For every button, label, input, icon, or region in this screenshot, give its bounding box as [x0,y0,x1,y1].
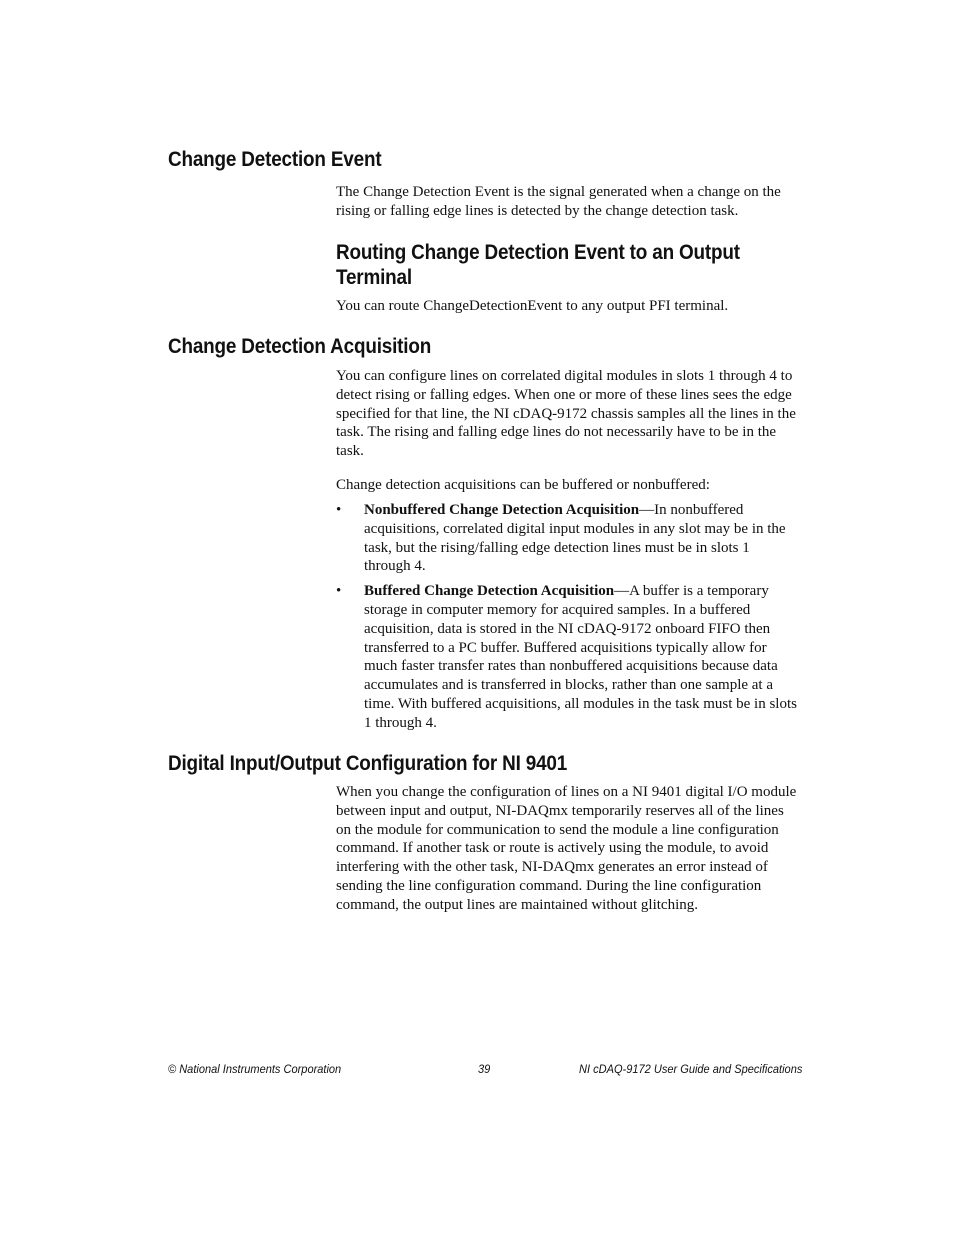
change-detection-event-paragraph: The Change Detection Event is the signal generated when a change on the rising or falling edge lines is detected by the change detection task. [336,184,781,219]
heading-routing-change-detection-event: Routing Change Detection Event to an Output Terminal [336,241,740,289]
footer-copyright: © National Instruments Corporation [168,1062,342,1076]
footer-page-number: 39 [478,1062,491,1076]
bullet-mark: • [336,502,342,518]
acquisition-type-list [336,501,800,733]
term-buffered: Buffered Change Detection Acquisition [364,583,615,600]
dio-configuration-paragraph: When you change the configuration of lines on a NI 9401 digital I/O module between input and output, NI-DAQmx temporarily reserves all of the lines on the module for communication to send the module a line configuration command. If another task or route is actively using the module, to avoid interfering with the other task, NI-DAQmx generates an error instead of sending the line configuration command. During the line configuration command, the output lines are maintained without glitching. [336,784,797,913]
heading-change-detection-event: Change Detection Event [168,148,382,171]
list-item-buffered [336,582,800,732]
list-item-nonbuffered [336,501,800,576]
buffered-nonbuffered-intro: Change detection acquisitions can be buffered or nonbuffered: [336,477,710,493]
change-detection-acquisition-paragraph: You can configure lines on correlated digital modules in slots 1 through 4 to detect rising or falling edges. When one or more of these lines sees the edge specified for that line, the NI cDAQ-9172 chassis samples all the lines in the task. The rising and falling edge lines do not necessarily have to be in the task. [336,368,796,460]
heading-change-detection-acquisition: Change Detection Acquisition [168,335,432,358]
footer-document-title: NI cDAQ-9172 User Guide and Specifications [579,1062,803,1076]
heading-dio-configuration: Digital Input/Output Configuration for NI 9401 [168,752,568,775]
routing-paragraph: You can route ChangeDetectionEvent to any output PFI terminal. [336,298,729,314]
definition-nonbuffered: —In nonbuffered acquisitions, correlated digital input modules in any slot may be in the task, but the rising/falling edge detection lines must be in slots 1 through 4. [364,502,786,575]
definition-buffered: —A buffer is a temporary storage in computer memory for acquired samples. In a buffered acquisition, data is stored in the NI cDAQ-9172 onboard FIFO then transferred to a PC buffer. Buffered acquisitions typically allow for much faster transfer rates than nonbuffered acquisitions because data accumulates and is transferred in blocks, rather than one sample at a time. With buffered acquisitions, all modules in the task must be in slots 1 through 4. [364,583,797,731]
term-nonbuffered: Nonbuffered Change Detection Acquisition [364,502,640,518]
bullet-mark: • [336,583,342,600]
